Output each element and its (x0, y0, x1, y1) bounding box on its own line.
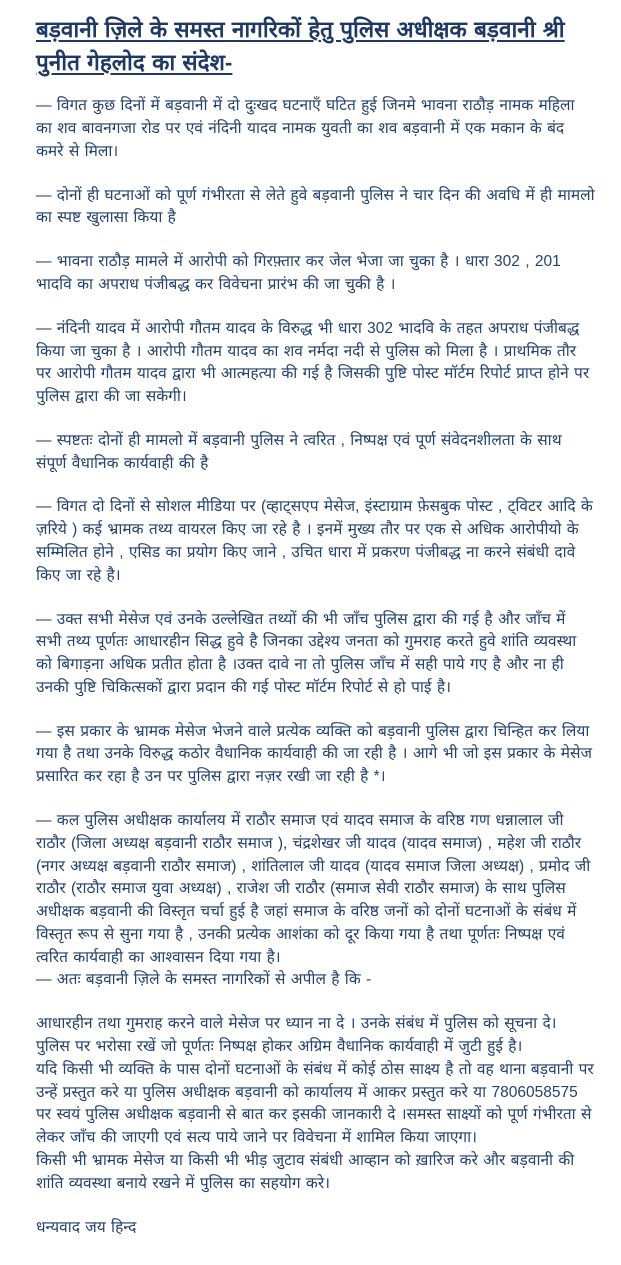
paragraph-community-meeting: — कल पुलिस अधीक्षक कार्यालय में राठौर समाज एवं यादव समाज के वरिष्ठ गण धन्नालाल जी राठौर (जिला अध्यक्ष बड़वानी राठौर समाज ), चंद्रशेखर जी यादव (यादव समाज) , महेश जी राठौर (नगर अध्यक्ष बड़वानी राठौर समाज) , शांतिलाल जी यादव (यादव समाज जिला अध्यक्ष) , प्रमोद जी राठौर (राठौर समाज युवा अध्यक्ष) , राजेश जी राठौर (समाज सेवी राठौर समाज) के साथ पुलिस अधीक्षक बड़वानी की विस्तृत चर्चा हुई है जहां समाज के वरिष्ठ जनों को दोनों घटनाओं के संबंध में विस्तृत रूप से सुना गया है , उनकी प्रत्येक आशंका को दूर किया गया है तथा पूर्णतः निष्पक्ष एवं त्वरित कार्यवाही का आश्वासन दिया गया है। (36, 812, 591, 966)
paragraph-action-on-rumors: — इस प्रकार के भ्रामक मेसेज भेजने वाले प्रत्येक व्यक्ति को बड़वानी पुलिस द्वारा चिन्हित कर लिया गया है तथा उनके विरुद्ध कठोर वैधानिक कार्यवाही की जा रही है । आगे भी जो इस प्रकार के मेसेज प्रसारित कर रहा है उन पर पुलिस द्वारा नज़र रखी जा रही है *। (36, 722, 592, 786)
page-title: बड़वानी ज़िले के समस्त नागरिकों हेतु पुलिस अधीक्षक बड़वानी श्री पुनीत गेहलोद का संदेश- (36, 17, 565, 75)
appeal-intro: — अतः बड़वानी ज़िले के समस्त नागरिकों से अपील है कि - (36, 971, 372, 989)
paragraph-nandini-case: — नंदिनी यादव में आरोपी गौतम यादव के विरुद्ध भी धारा 302 भादवि के तहत अपराध पंजीबद्ध किया जा चुका है । आरोपी गौतम यादव का शव नर्मदा नदी से पुलिस को मिला है । प्राथमिक तौर पर आरोपी गौतम यादव द्वारा भी आत्महत्या की गई है जिसकी पुष्टि पोस्ट मॉर्टम रिपोर्ट प्राप्त होने पर पुलिस द्वारा की जा सकेगी। (36, 319, 590, 406)
appeal-line-reject-crowd-calls: किसी भी भ्रामक मेसेज या किसी भी भीड़ जुटाव संबंधी आव्हान को ख़ारिज करे और बड़वानी की शांति व्यवस्था बनाये रखने में पुलिस का सहयोग करे। (36, 1151, 575, 1192)
appeal-line-submit-evidence: यदि किसी भी व्यक्ति के पास दोनों घटनाओं के संबंध में कोई ठोस साक्ष्य है तो वह थाना बड़वानी पर उन्हें प्रस्तुत करे या पुलिस अधीक्षक बड़वानी को कार्यालय में आकर प्रस्तुत करे या 7806058575 पर स्वयं पुलिस अधीक्षक बड़वानी से बात कर इसकी जानकारी दे ।समस्त साक्ष्यों को पूर्ण गंभीरता से लेकर जाँच की जाएगी एवं सत्य पाये जाने पर विवेचना में शामिल किया जाएगा। (36, 1060, 594, 1147)
closing-salutation: धन्यवाद जय हिन्द (36, 1218, 137, 1236)
paragraph-bhavna-case: — भावना राठौड़ मामले में आरोपी को गिरफ़्तार कर जेल भेजा जा चुका है । धारा 302 , 201 भादवि का अपराध पंजीबद्ध कर विवेचना प्रारंभ की जा चुकी है । (36, 253, 561, 293)
paragraph-social-media-rumors: — विगत दो दिनों से सोशल मीडिया पर (व्हाट्सएप मेसेज, इंस्टाग्राम फ़ेसबुक पोस्ट , ट्विटर आदि के ज़रिये ) कई भ्रामक तथ्य वायरल किए जा रहे है । इनमें मुख्य तौर पर एक से अधिक आरोपीयो के सम्मिलित होने , एसिड का प्रयोग किए जाने , उचित धारा में प्रकरण पंजीबद्ध ना करने संबंधी दावे किए जा रहे है। (36, 498, 593, 584)
paragraph-lawful-action: — स्पष्टतः दोनों ही मामलो में बड़वानी पुलिस ने त्वरित , निष्पक्ष एवं पूर्ण संवेदनशीलता के साथ संपूर्ण वैधानिक कार्यवाही की है (36, 431, 562, 472)
paragraph-incidents: — विगत कुछ दिनों में बड़वानी में दो दुःखद घटनाएँ घटित हुई जिनमे भावना राठौड़ नामक महिला का शव बावनगजा रोड पर एवं नंदिनी यादव नामक युवती का शव बड़वानी में एक मकान के बंद कमरे से मिला। (36, 97, 575, 160)
paragraph-claims-baseless: — उक्त सभी मेसेज एवं उनके उल्लेखित तथ्यों की भी जाँच पुलिस द्वारा की गई है और जाँच में सभी तथ्य पूर्णतः आधारहीन सिद्ध हुवे है जिनका उद्देश्य जनता को गुमराह करते हुवे शांति व्यवस्था को बिगाड़ना अधिक प्रतीत होता है ।उक्त दावे ना तो पुलिस जाँच में सही पाये गए है और ना ही उनकी पुष्टि चिकित्सकों द्वारा प्रदान की गई पोस्ट मॉर्टम रिपोर्ट से हो पाई है। (36, 610, 577, 696)
appeal-line-trust-police: पुलिस पर भरोसा रखें जो पूर्णतः निष्पक्ष होकर अग्रिम वैधानिक कार्यवाही में जुटी हुई है। (36, 1038, 523, 1056)
paragraph-police-action: — दोनों ही घटनाओं को पूर्ण गंभीरता से लेते हुवे बड़वानी पुलिस ने चार दिन की अवधि में ही मामलो का स्पष्ट खुलासा किया है (36, 186, 595, 227)
appeal-list (36, 1013, 595, 1195)
appeal-line-ignore-messages: आधारहीन तथा गुमराह करने वाले मेसेज पर ध्यान ना दे । उनके संबंध में पुलिस को सूचना दे। (36, 1015, 557, 1033)
